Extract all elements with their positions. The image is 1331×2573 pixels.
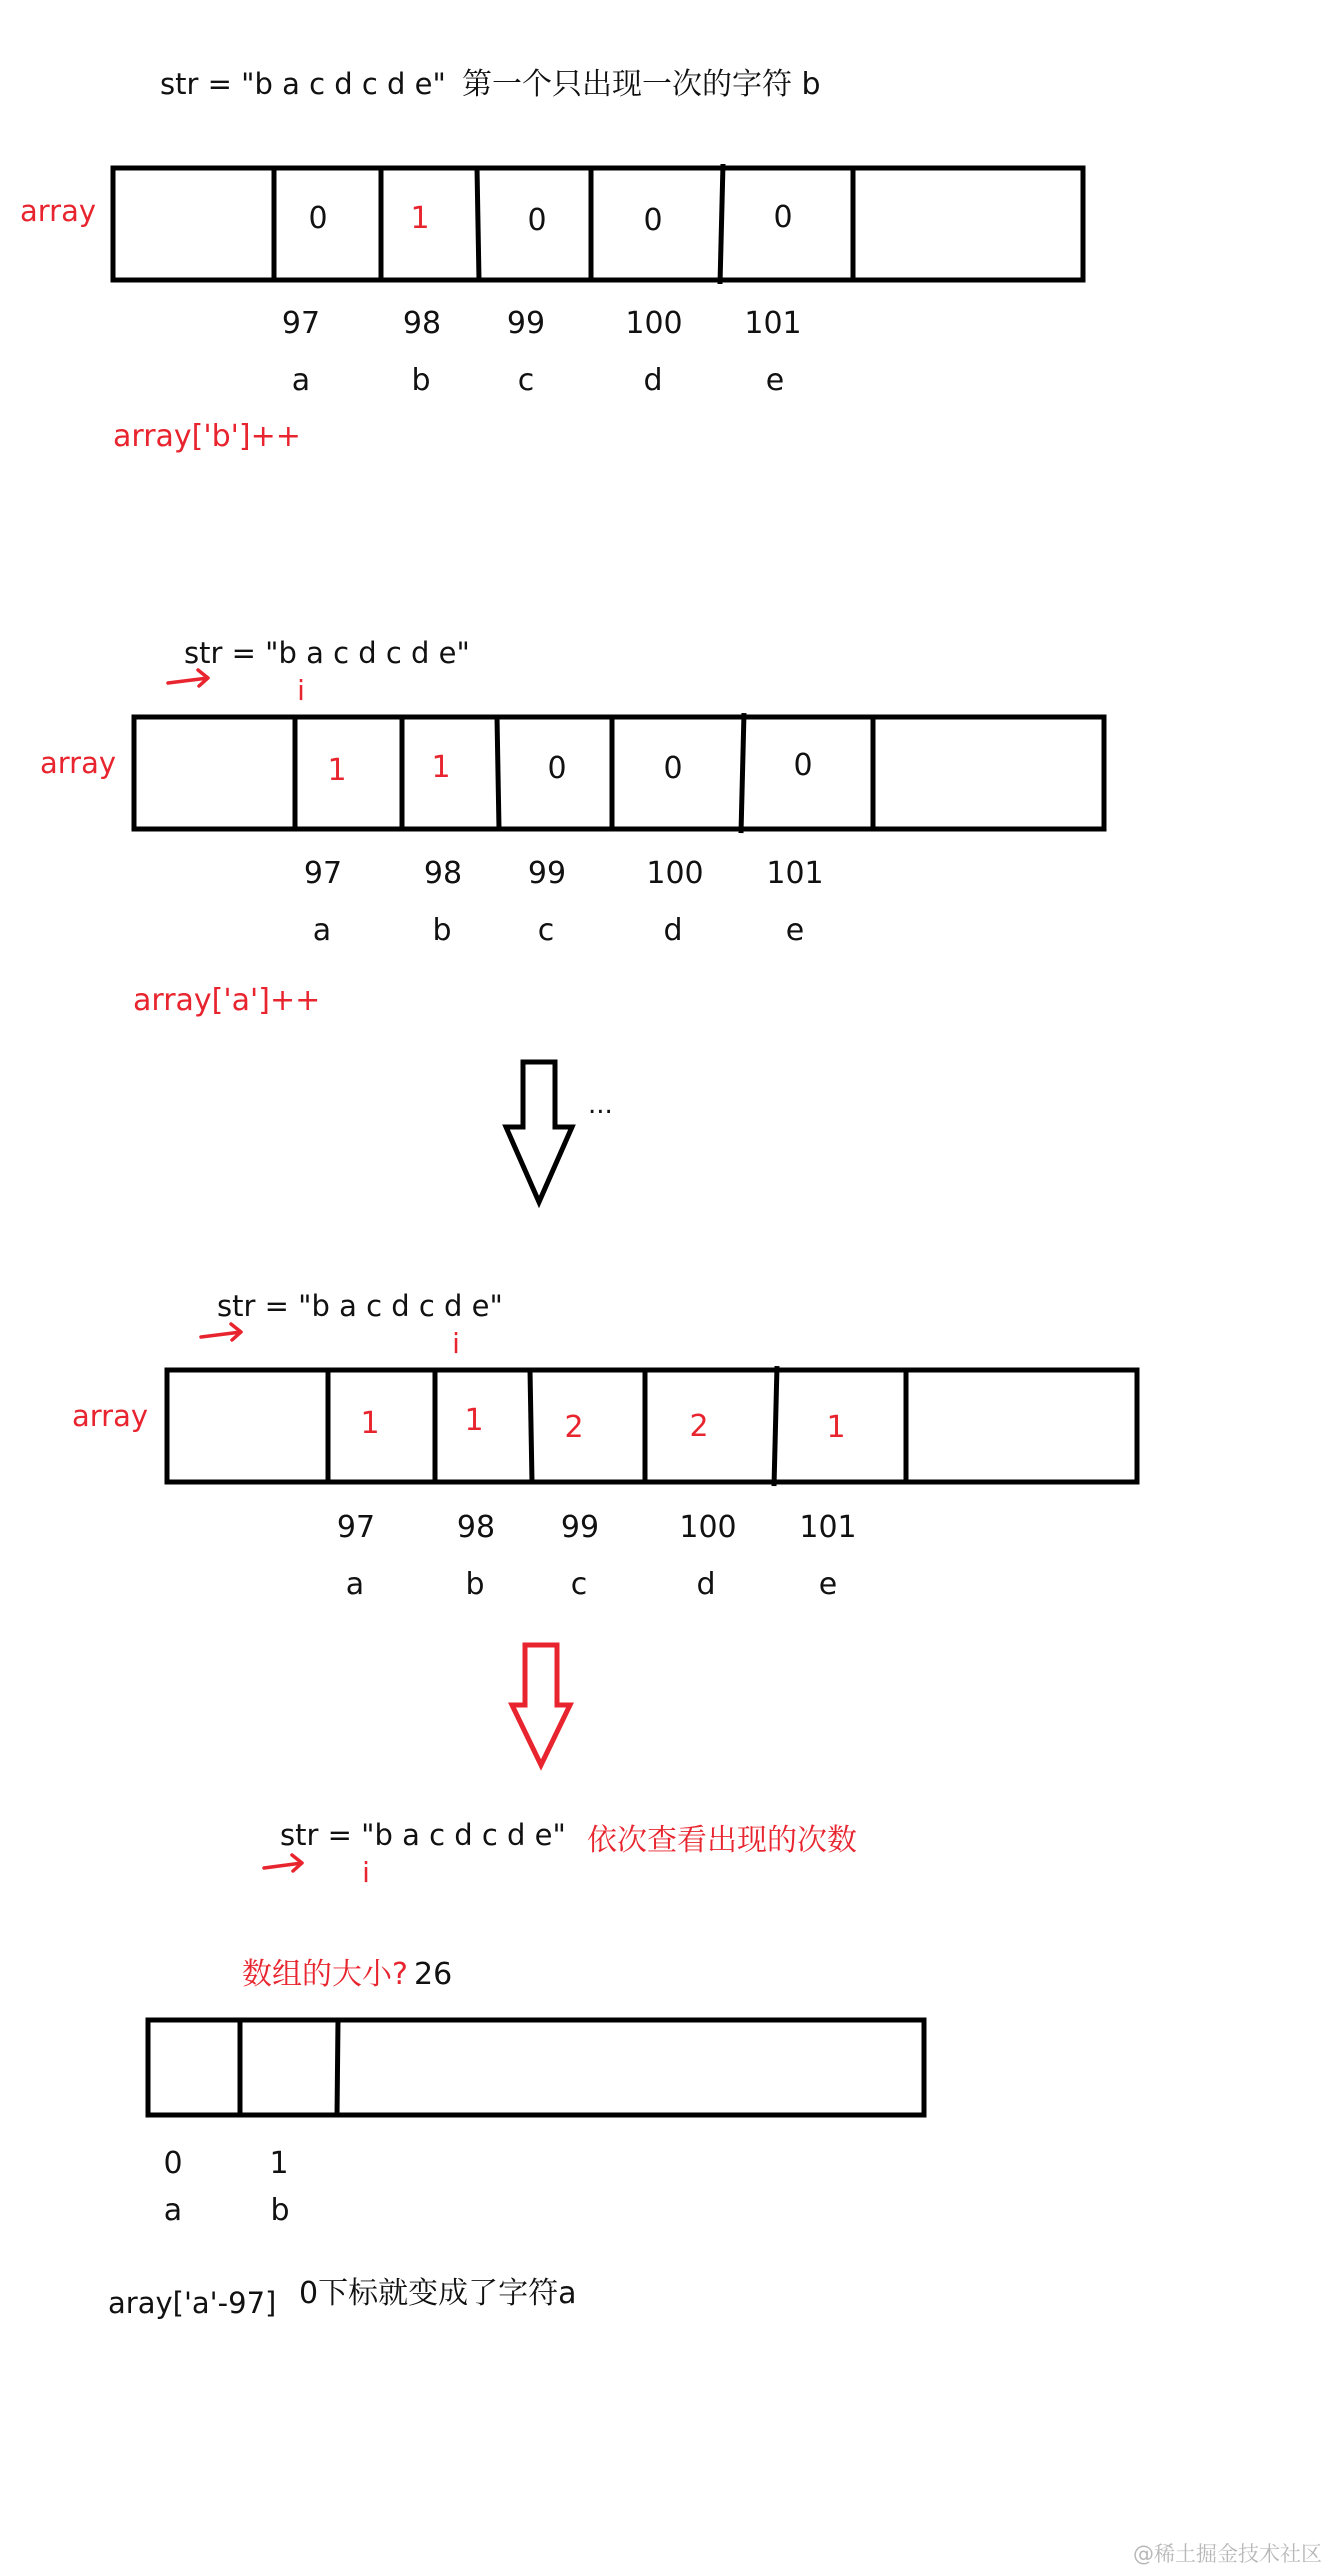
step3-divider [774,1366,777,1486]
step1-cell-value: 0 [308,201,328,236]
step3-pointer: i [452,1327,460,1360]
step2-char: e [785,913,805,948]
step2-divider [497,717,499,829]
step1-code: 100 [625,306,683,341]
step5-index: 0 [163,2146,183,2181]
step1-char: e [765,363,785,398]
step2-cell-value: 0 [793,748,813,783]
step5-index: 1 [269,2146,289,2181]
step1-code: 97 [281,306,321,341]
step1-str-line: str = "b a c d c d e" [160,67,446,101]
step2-cell-value: 1 [327,753,347,788]
step3-cell-value: 1 [464,1403,484,1438]
step2-code: 97 [303,856,343,891]
step3-str-line: str = "b a c d c d e" [217,1289,503,1323]
step5-group [108,1957,924,2320]
step1-array-label: array [20,194,97,228]
step2-array-box [134,717,1104,829]
step1-char: c [517,363,535,398]
step3-char: c [570,1567,588,1602]
step2-cell-value: 0 [547,751,567,786]
step3-char: b [465,1567,485,1602]
step1-cell-value: 1 [410,201,430,236]
step5-divider [337,2020,338,2117]
step2-arrow-icon [168,670,208,686]
step3-cell-value: 1 [826,1410,846,1445]
step3-char: e [818,1567,838,1602]
step1-group [20,67,1083,454]
step1-op: array['b']++ [113,419,301,454]
step3-code: 101 [799,1510,857,1545]
step3-divider [530,1370,532,1482]
step3-array-label: array [72,1399,149,1433]
step1-code: 99 [506,306,546,341]
step4-str-line: str = "b a c d c d e" [280,1818,566,1852]
step2-code: 98 [423,856,463,891]
step3-code: 100 [679,1510,737,1545]
step2-cell-value: 0 [663,751,683,786]
step1-array-box [113,168,1083,280]
step3-cell-value: 2 [564,1410,584,1445]
step2-char: d [663,913,683,948]
step2-array-label: array [40,746,117,780]
step2-char: b [432,913,452,948]
step2-char: c [537,913,555,948]
step1-code: 101 [744,306,802,341]
step5-size-value: 26 [414,1957,453,1992]
step2-char: a [312,913,332,948]
step1-note: 第一个只出现一次的字符 b [462,67,821,102]
step5-char: a [163,2193,183,2228]
step1-divider [477,168,479,280]
step4-arrow-icon [264,1855,302,1871]
step2-cell-value: 1 [431,750,451,785]
step5-char: b [270,2193,290,2228]
step4-pointer: i [362,1856,370,1889]
step2-code: 99 [527,856,567,891]
step3-char: d [696,1567,716,1602]
step2-group [40,636,1104,1018]
step5-expr: aray['a'-97] [108,2286,277,2320]
step2-op: array['a']++ [133,983,321,1018]
step1-cell-value: 0 [527,203,547,238]
step1-cell-value: 0 [643,203,663,238]
step2-code: 101 [766,856,824,891]
step5-size-question: 数组的大小? [242,1957,408,1992]
step4-note: 依次查看出现的次数 [587,1823,857,1858]
watermark: @稀土掘金技术社区 [1133,2542,1322,2566]
step3-arrow-icon [201,1324,241,1340]
down-arrow-icon [506,1062,572,1202]
step1-char: d [643,363,663,398]
step3-cell-value: 1 [360,1406,380,1441]
step4-group [264,1818,857,1889]
step1-cell-value: 0 [773,200,793,235]
step1-char: a [291,363,311,398]
ellipsis: ... [588,1090,613,1120]
step3-code: 98 [456,1510,496,1545]
step5-expr-note: 0下标就变成了字符a [299,2276,577,2311]
step3-array-box [167,1370,1137,1482]
step3-group [72,1289,1137,1602]
step5-array-box [148,2020,924,2115]
down-arrow-red-icon [512,1645,570,1765]
step3-cell-value: 2 [689,1409,709,1444]
step3-code: 99 [560,1510,600,1545]
step2-pointer: i [297,674,305,707]
step1-char: b [411,363,431,398]
step2-divider [741,713,744,833]
step3-code: 97 [336,1510,376,1545]
step3-char: a [345,1567,365,1602]
step2-str-line: str = "b a c d c d e" [184,636,470,670]
step1-divider [720,164,723,284]
step2-code: 100 [646,856,704,891]
step1-code: 98 [402,306,442,341]
